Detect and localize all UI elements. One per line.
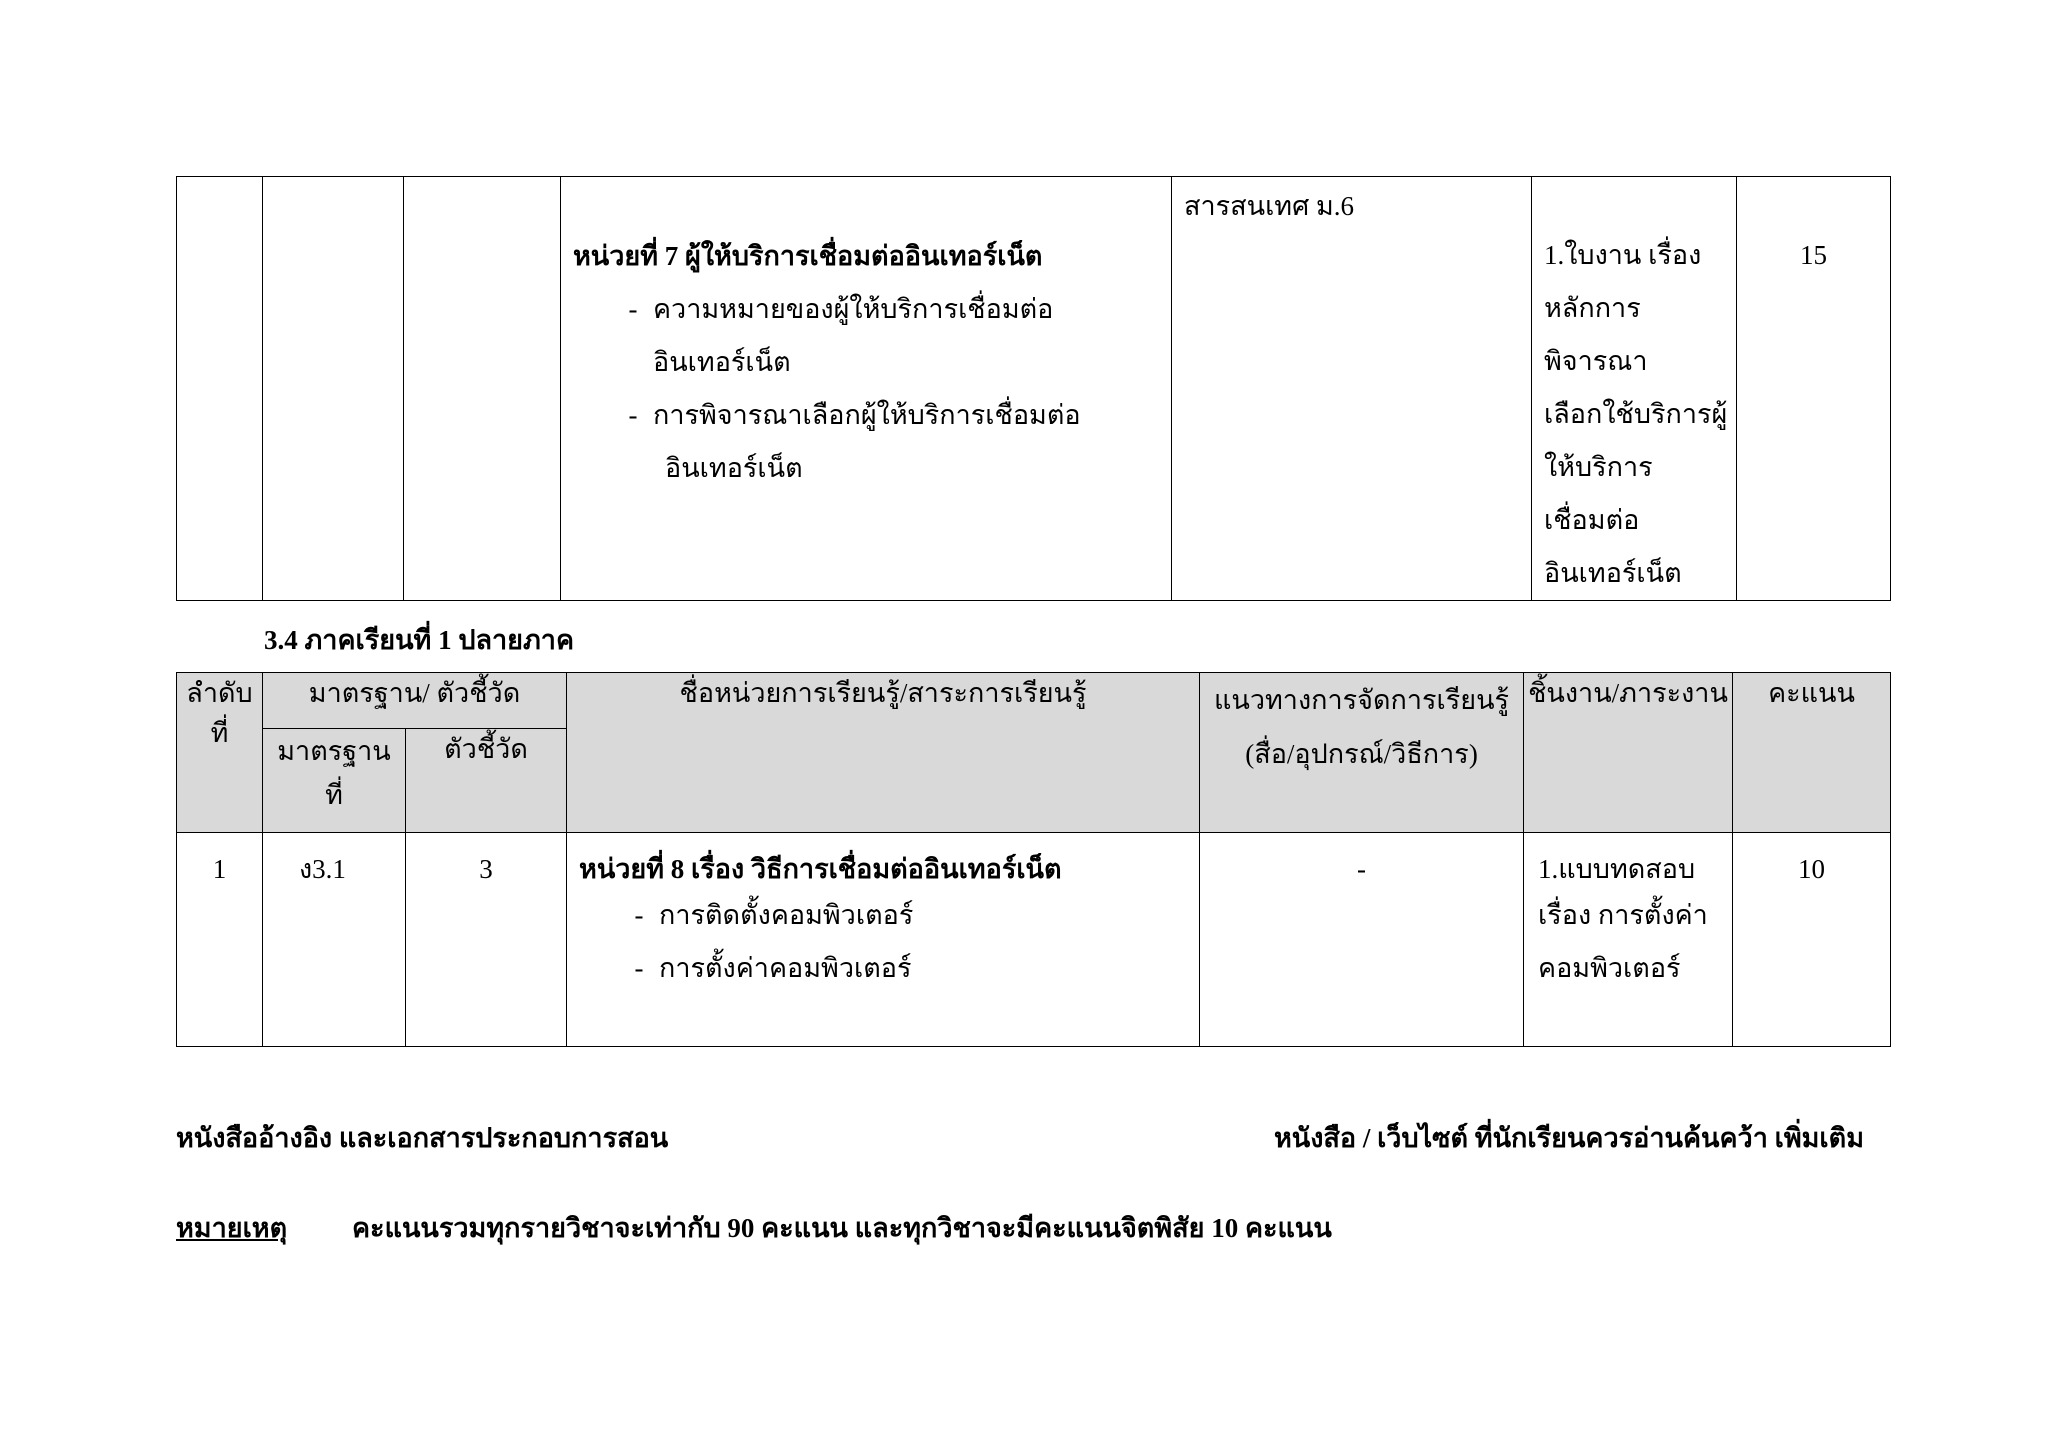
bullet-dash: - xyxy=(634,900,644,930)
header-row xyxy=(177,673,1891,729)
section-title: 3.4 ภาคเรียนที่ 1 ปลายภาค xyxy=(264,625,575,655)
work-line: คอมพิวเตอร์ xyxy=(1538,953,1681,983)
score-header: คะแนน xyxy=(1733,673,1891,833)
media-text: สารสนเทศ ม.6 xyxy=(1184,191,1355,221)
bullet-continuation: อินเทอร์เน็ต xyxy=(665,453,803,483)
references-right: หนังสือ / เว็บไซต์ ที่นักเรียนควรอ่านค้นคว้า เพิ่มเติม xyxy=(1273,1123,1864,1153)
order-header-line: ลำดับ xyxy=(186,678,253,708)
approach-header-line: (สื่อ/อุปกรณ์/วิธีการ) xyxy=(1245,739,1478,769)
unit-title: หน่วยที่ 7 ผู้ให้บริการเชื่อมต่ออินเทอร์เน็ต xyxy=(573,241,1043,271)
order-header xyxy=(177,673,263,833)
approach-header-line: แนวทางการจัดการเรียนรู้ xyxy=(1213,685,1510,715)
standard-value: ง3.1 xyxy=(299,854,346,884)
work-line: อินเทอร์เน็ต xyxy=(1544,558,1682,588)
table-row xyxy=(177,833,1891,1047)
standard-header-line: ที่ xyxy=(325,780,343,810)
unit-cell xyxy=(561,177,1172,601)
bullet-text: การตั้งค่าคอมพิวเตอร์ xyxy=(659,953,912,983)
order-value: 1 xyxy=(212,854,227,884)
work-line: หลักการพิจารณา xyxy=(1544,293,1648,376)
unit-title: หน่วยที่ 8 เรื่อง วิธีการเชื่อมต่ออินเทอร์เน็ต xyxy=(579,854,1062,884)
order-cell xyxy=(177,833,263,1047)
order-cell xyxy=(177,177,263,601)
indicator-header: ตัวชี้วัด xyxy=(406,729,567,833)
media-cell xyxy=(1172,177,1532,601)
standard-header-line: มาตรฐาน xyxy=(277,736,391,766)
note-label: หมายเหตุ xyxy=(176,1213,288,1243)
semester-table xyxy=(176,672,1891,1047)
indicator-cell xyxy=(404,177,561,601)
bullet-text: ความหมายของผู้ให้บริการเชื่อมต่ออินเทอร์เน็ต xyxy=(653,294,1054,377)
score-cell xyxy=(1737,177,1891,601)
list-item xyxy=(579,889,1199,942)
bullet-dash: - xyxy=(628,294,638,324)
approach-value: - xyxy=(1357,854,1367,884)
work-line: 1.ใบงาน เรื่อง xyxy=(1544,240,1702,270)
order-header-line: ที่ xyxy=(210,718,229,748)
work-line: 1.แบบทดสอบ xyxy=(1538,854,1696,884)
list-item xyxy=(573,283,1171,389)
unit7-table xyxy=(176,176,1891,601)
indicator-cell xyxy=(406,833,567,1047)
bullet-text: การพิจารณาเลือกผู้ให้บริการเชื่อมต่อ xyxy=(653,400,1081,430)
table-row xyxy=(177,177,1891,601)
references-left: หนังสืออ้างอิง และเอกสารประกอบการสอน xyxy=(176,1123,669,1153)
note-text: คะแนนรวมทุกรายวิชาจะเท่ากับ 90 คะแนน และทุกวิชาจะมีคะแนนจิตพิสัย 10 คะแนน xyxy=(352,1213,1332,1243)
score-value: 15 xyxy=(1800,240,1827,270)
work-line: ให้บริการ xyxy=(1544,452,1653,482)
work-cell xyxy=(1532,177,1737,601)
work-line: เชื่อมต่อ xyxy=(1544,505,1640,535)
list-item xyxy=(579,942,1199,995)
list-item xyxy=(573,389,1171,442)
approach-header xyxy=(1200,673,1524,833)
score-value: 10 xyxy=(1798,854,1826,884)
work-line: เรื่อง การตั้งค่า xyxy=(1538,900,1708,930)
standard-group-header: มาตรฐาน/ ตัวชี้วัด xyxy=(263,673,567,729)
work-cell xyxy=(1524,833,1733,1047)
work-line: เลือกใช้บริการผู้ xyxy=(1544,399,1728,429)
work-header: ชิ้นงาน/ภาระงาน xyxy=(1524,673,1733,833)
approach-cell xyxy=(1200,833,1524,1047)
bullet-text: การติดตั้งคอมพิวเตอร์ xyxy=(659,900,914,930)
bullet-dash: - xyxy=(634,953,644,983)
standard-cell xyxy=(263,177,404,601)
bullet-dash: - xyxy=(628,400,638,430)
standard-header xyxy=(263,729,406,833)
standard-cell xyxy=(263,833,406,1047)
score-cell xyxy=(1733,833,1891,1047)
unit-cell xyxy=(567,833,1200,1047)
unit-name-header: ชื่อหน่วยการเรียนรู้/สาระการเรียนรู้ xyxy=(567,673,1200,833)
indicator-value: 3 xyxy=(479,854,493,884)
